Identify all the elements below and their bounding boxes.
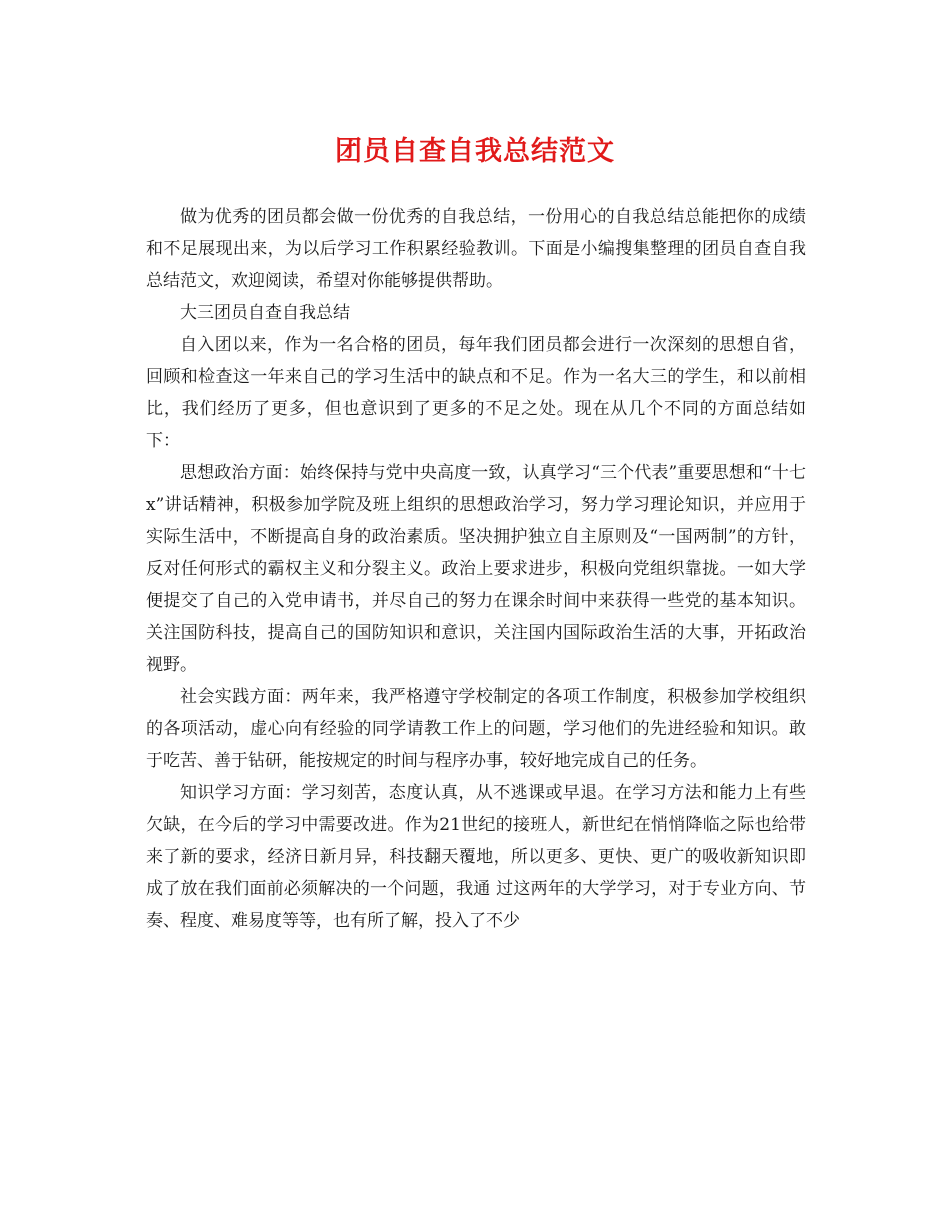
paragraph-subheading: 大三团员自查自我总结 — [180, 303, 350, 323]
document-title: 团员自查自我总结范文 — [335, 136, 615, 167]
paragraph-study: 知识学习方面：学习刻苦，态度认真，从不逃课或早退。在学习方法和能力上有些欠缺，在今后的学习中需要改进。作为21世纪的接班人，新世纪在悄悄降临之际也给带来了新的要求，经济日新月异，科技翻天覆地，所以更多、更快、更广的吸收新知识即成了放在我们面前必须解决的一个问题，我通 过这两年的大学学习，对于专业方向、节奏、程度、难易度等等，也有所了解，投入了不少 — [146, 783, 806, 931]
paragraph-political: 思想政治方面：始终保持与党中央高度一致，认真学习“三个代表”重要思想和“十七x”讲话精神，积极参加学院及班上组织的思想政治学习，努力学习理论知识，并应用于实际生活中，不断提高自身的政治素质。坚决拥护独立自主原则及“一国两制”的方针，反对任何形式的霸权主义和分裂主义。政治上要求进步，积极向党组织靠拢。一如大学便提交了自己的入党申请书，并尽自己的努力在课余时间中来获得一些党的基本知识。关注国防科技，提高自己的国防知识和意识，关注国内国际政治生活的大事，开拓政治视野。 — [146, 463, 806, 675]
paragraph-social-practice: 社会实践方面：两年来，我严格遵守学校制定的各项工作制度，积极参加学校组织的各项活动，虚心向有经验的同学请教工作上的问题，学习他们的先进经验和知识。敢于吃苦、善于钻研，能按规定的时间与程序办事，较好地完成自己的任务。 — [146, 687, 806, 771]
document-body — [146, 201, 806, 937]
paragraph-intro: 做为优秀的团员都会做一份优秀的自我总结，一份用心的自我总结总能把你的成绩和不足展现出来，为以后学习工作积累经验教训。下面是小编搜集整理的团员自查自我总结范文，欢迎阅读，希望对你能够提供帮助。 — [146, 207, 806, 291]
paragraph-overview: 自入团以来，作为一名合格的团员，每年我们团员都会进行一次深刻的思想自省，回顾和检查这一年来自己的学习生活中的缺点和不足。作为一名大三的学生，和以前相比，我们经历了更多，但也意识到了更多的不足之处。现在从几个不同的方面总结如下： — [146, 335, 806, 451]
